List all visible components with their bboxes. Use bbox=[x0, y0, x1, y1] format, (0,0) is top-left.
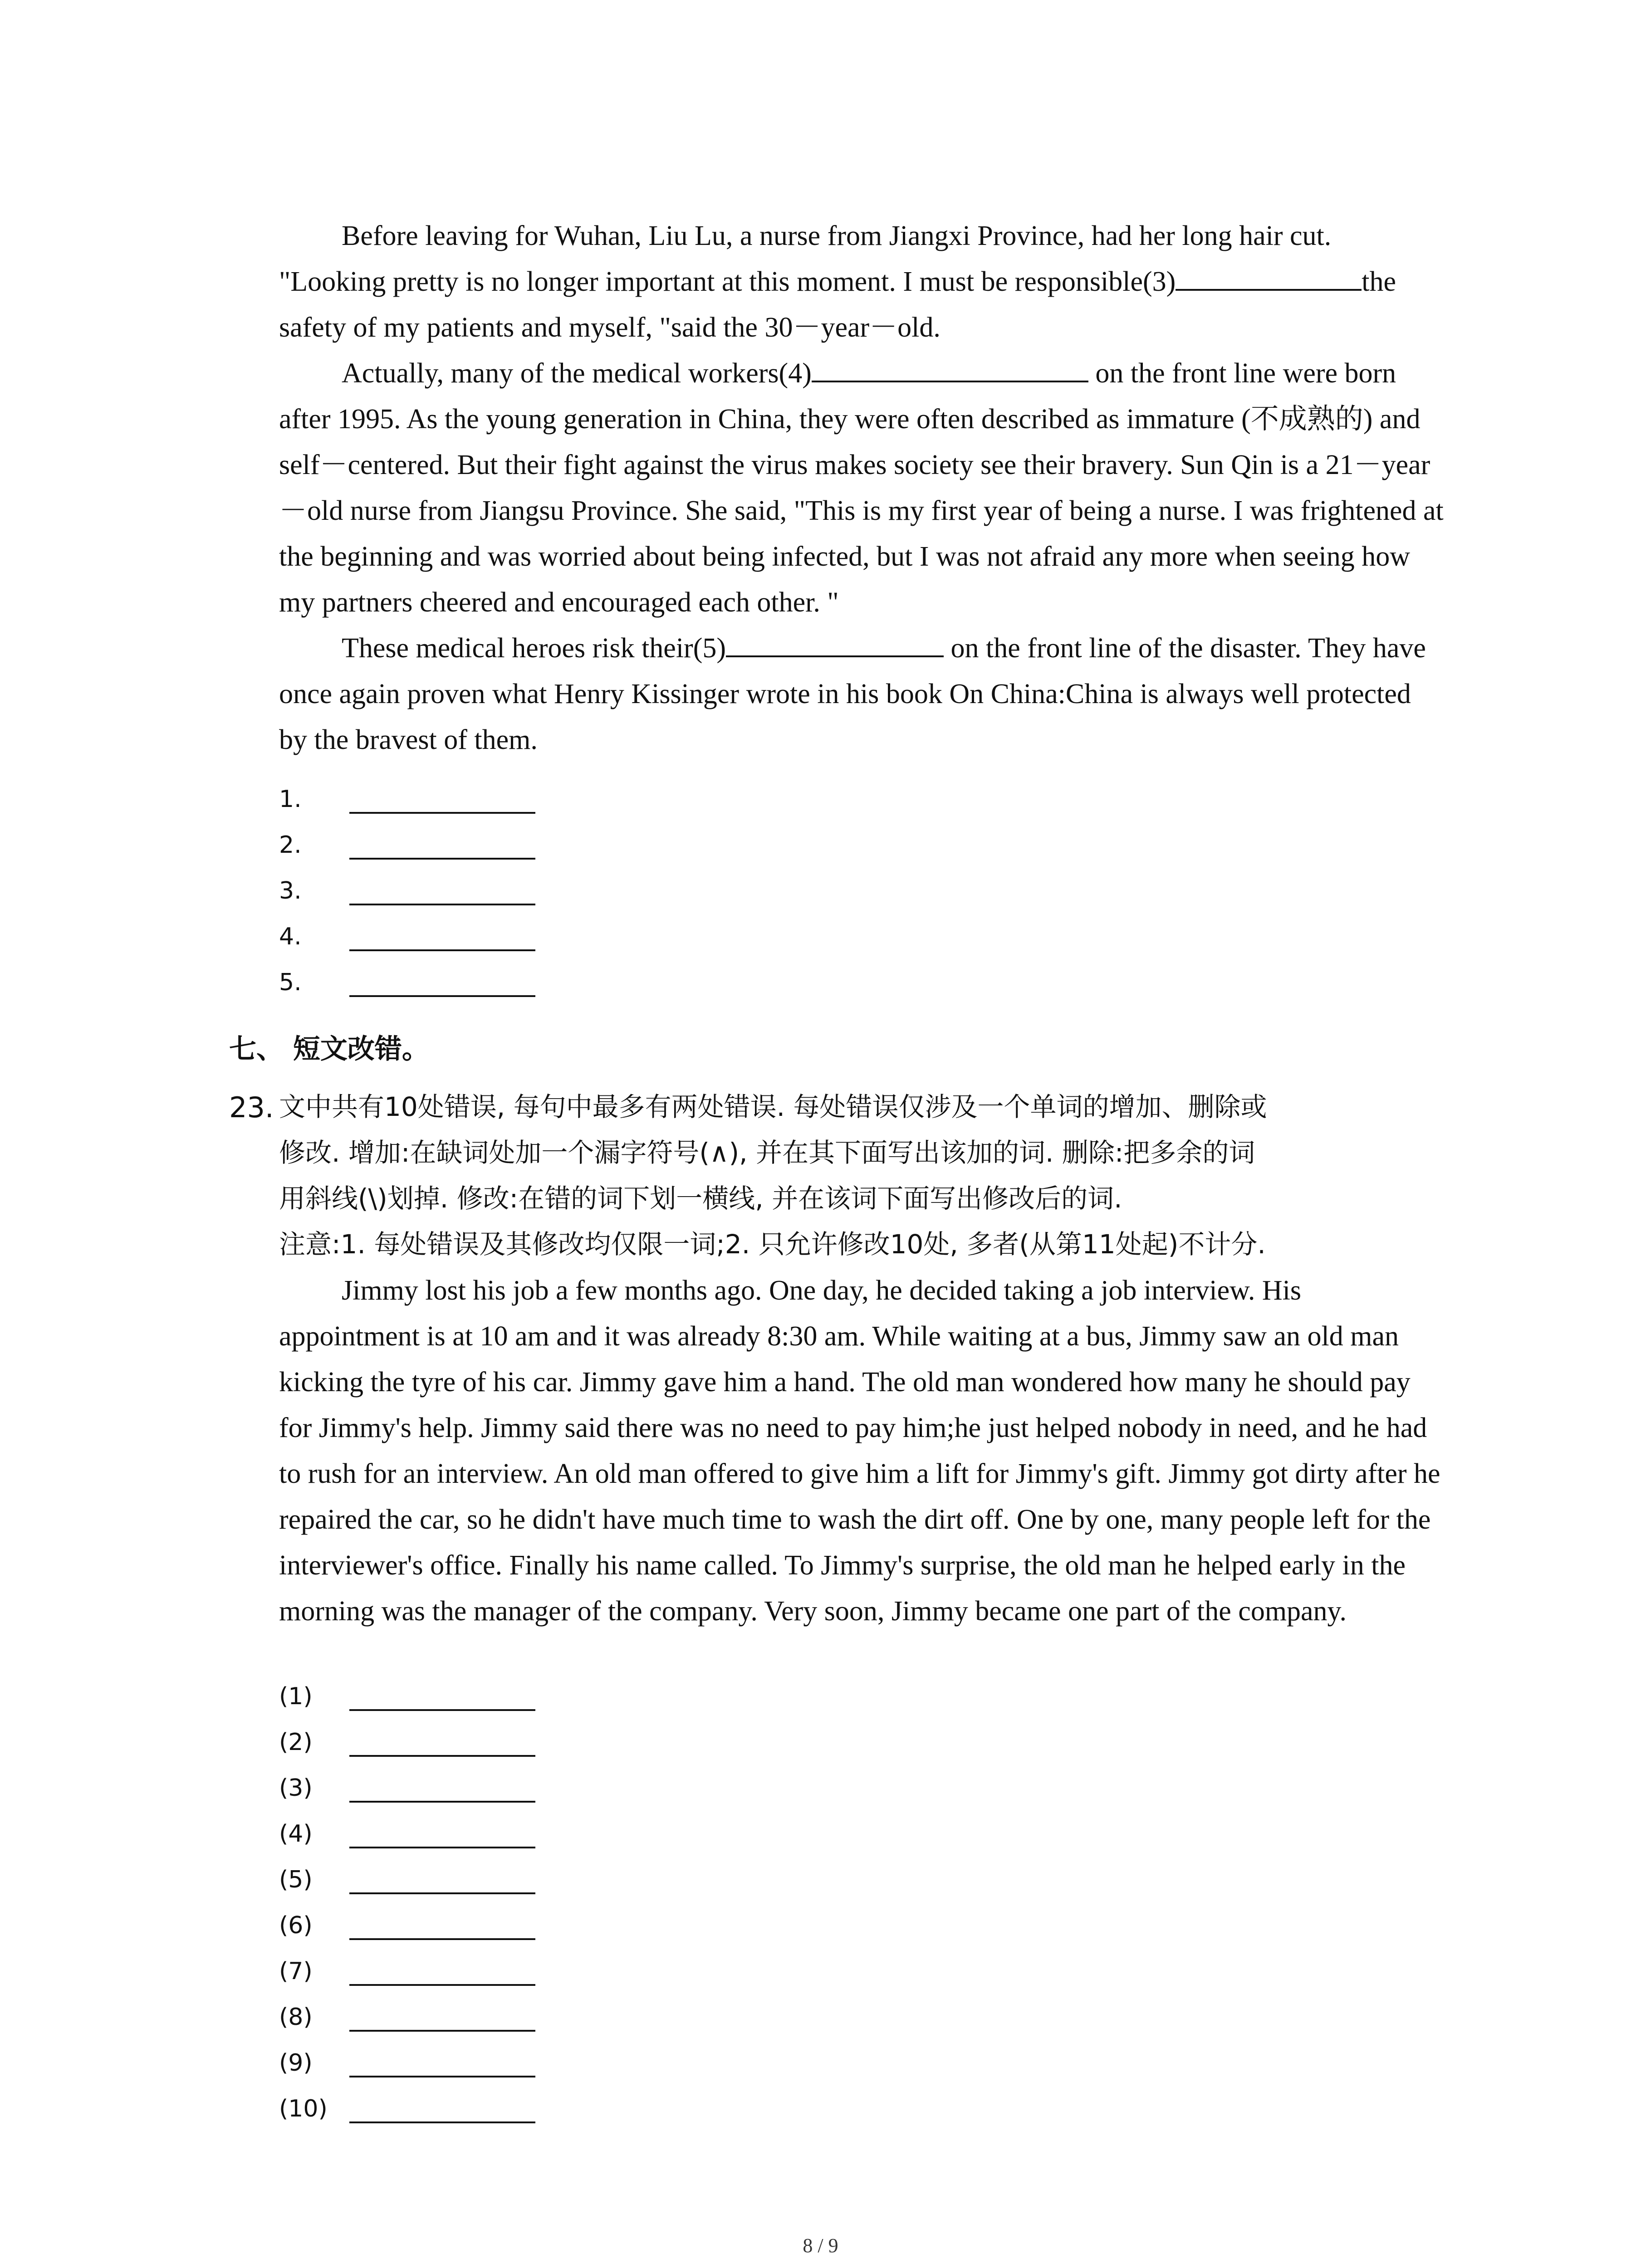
answer-blank[interactable] bbox=[349, 812, 535, 814]
answer-blank[interactable] bbox=[349, 2121, 535, 2123]
paragraph-2: Actually, many of the medical workers(4) on the front line were born after 1995. As the young generation in China, they were often described as immature (不成熟的) and self－centered. But their fight against the virus makes society see their bravery. Sun Qin is a 21－year－old nurse from Jiangsu Province. She said, "This is my first year of being a nurse. I was frightened at the beginning and was worried about being infected, but I was not afraid any more when seeing how my partners cheered and encouraged each other. " bbox=[279, 351, 1445, 626]
answer-number: (4) bbox=[279, 1820, 313, 1848]
error-correction-passage: Jimmy lost his job a few months ago. One day, he decided taking a job interview. His appointment is at 10 am and it was already 8:30 am. While waiting at a bus, Jimmy saw an old man kicking the tyre of his car. Jimmy gave him a hand. The old man wondered how many he should pay for Jimmy's help. Jimmy said there was no need to pay him;he just helped nobody in need, and he had to rush for an interview. An old man offered to give him a lift for Jimmy's gift. Jimmy got dirty after he repaired the car, so he didn't have much time to wash the dirt off. One by one, many people left for the interviewer's office. Finally his name called. To Jimmy's surprise, the old man he helped early in the morning was the manager of the company. Very soon, Jimmy became one part of the company. bbox=[279, 1275, 1440, 1627]
answer-number: 3. bbox=[279, 877, 302, 904]
answer-blank[interactable] bbox=[349, 904, 535, 905]
answer-number: (5) bbox=[279, 1866, 313, 1893]
answer-number: 5. bbox=[279, 969, 302, 996]
blank-3[interactable] bbox=[1176, 263, 1362, 291]
answer-number: (9) bbox=[279, 2049, 313, 2077]
instruction-line: 文中共有10处错误, 每句中最多有两处错误. 每处错误仅涉及一个单词的增加、删除或 bbox=[279, 1091, 1267, 1122]
answer-number: (6) bbox=[279, 1912, 313, 1939]
paragraph-3: These medical heroes risk their(5) on the front line of the disaster. They have once again proven what Henry Kissinger wrote in his book On China:China is always well protected by the bravest of them. bbox=[279, 626, 1445, 763]
answer-blank[interactable] bbox=[349, 858, 535, 860]
answer-number: (3) bbox=[279, 1774, 313, 1802]
answer-number: (2) bbox=[279, 1729, 313, 1756]
answer-blank[interactable] bbox=[349, 949, 535, 951]
answer-blank[interactable] bbox=[349, 2076, 535, 2077]
page-number: 8 / 9 bbox=[803, 2234, 838, 2257]
blank-4[interactable] bbox=[812, 354, 1088, 382]
blank-5[interactable] bbox=[726, 629, 944, 657]
question-number: 23. bbox=[229, 1091, 274, 1124]
answer-blank[interactable] bbox=[349, 1892, 535, 1894]
answer-blank[interactable] bbox=[349, 2030, 535, 2032]
passage-bottom bbox=[279, 1268, 1445, 1634]
answer-blank[interactable] bbox=[349, 1938, 535, 1940]
instruction-line: 用斜线(\)划掉. 修改:在错的词下划一横线, 并在该词下面写出修改后的词. bbox=[279, 1183, 1122, 1214]
instruction-line: 修改. 增加:在缺词处加一个漏字符号(∧), 并在其下面写出该加的词. 删除:把多余的词 bbox=[279, 1137, 1255, 1168]
passage-top bbox=[279, 213, 1445, 763]
instruction-line: 注意:1. 每处错误及其修改均仅限一词;2. 只允许修改10处, 多者(从第11处起)不计分. bbox=[279, 1229, 1266, 1260]
paragraph-1: Before leaving for Wuhan, Liu Lu, a nurse from Jiangxi Province, had her long hair cut. "Looking pretty is no longer important at this moment. I must be responsible(3) the safety of my patients and myself, "said the 30－year－old. bbox=[279, 220, 1396, 343]
instructions bbox=[279, 1084, 1440, 1267]
answer-number: 2. bbox=[279, 831, 302, 859]
answer-number: 1. bbox=[279, 786, 302, 813]
answer-number: (8) bbox=[279, 2004, 313, 2031]
answer-number: (7) bbox=[279, 1958, 313, 1985]
answer-blank[interactable] bbox=[349, 1801, 535, 1803]
answer-blank[interactable] bbox=[349, 1984, 535, 1986]
answer-blank[interactable] bbox=[349, 1755, 535, 1757]
section-title: 七、 短文改错。 bbox=[229, 1033, 429, 1065]
answer-number: (10) bbox=[279, 2095, 328, 2122]
answer-blank[interactable] bbox=[349, 995, 535, 997]
answer-blank[interactable] bbox=[349, 1709, 535, 1711]
answer-number: 4. bbox=[279, 923, 302, 950]
answer-blank[interactable] bbox=[349, 1847, 535, 1848]
answer-number: (1) bbox=[279, 1683, 313, 1710]
